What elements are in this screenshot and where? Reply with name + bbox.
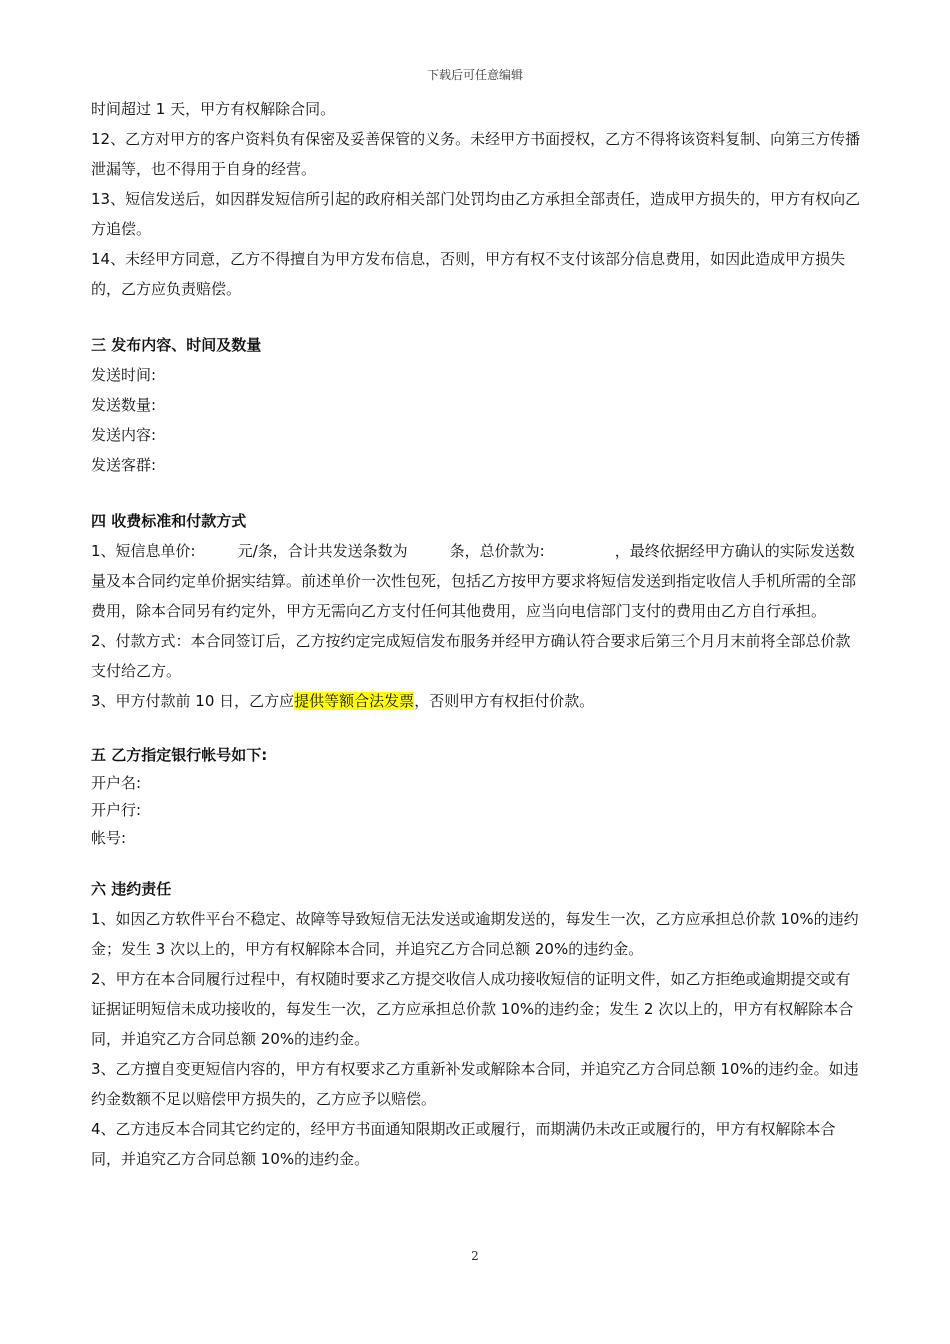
section-heading: 三 发布内容、时间及数量: [91, 336, 262, 354]
paragraph: 2、付款方式：本合同签订后，乙方按约定完成短信发布服务并经甲方确认符合要求后第三个月月末前将全部总价款支付给乙方。: [91, 632, 851, 680]
field-label: 发送数量:: [91, 396, 157, 414]
paragraph: 14、未经甲方同意，乙方不得擅自为甲方发布信息，否则，甲方有权不支付该部分信息费用，如因此造成甲方损失的，乙方应负责赔偿。: [91, 250, 846, 298]
page-number: 2: [471, 1249, 479, 1263]
total-label: 条，总价款为:: [449, 542, 545, 560]
count-label: 元/条，合计共发送条数为: [237, 542, 408, 560]
spacer: [91, 480, 861, 506]
field-label: 发送内容:: [91, 426, 157, 444]
section-heading: 六 违约责任: [91, 880, 172, 898]
paragraph: 13、短信发送后，如因群发短信所引起的政府相关部门处罚均由乙方承担全部责任，造成甲方损失的，甲方有权向乙方追偿。: [91, 190, 861, 238]
paragraph: 4、乙方违反本合同其它约定的，经甲方书面通知限期改正或履行，而期满仍未改正或履行的，甲方有权解除本合同，并追究乙方合同总额 10%的违约金。: [91, 1120, 836, 1168]
spacer: [91, 304, 861, 330]
price-label: 1、短信息单价:: [91, 542, 196, 560]
section-heading: 五 乙方指定银行帐号如下:: [91, 746, 268, 764]
paragraph: 2、甲方在本合同履行过程中，有权随时要求乙方提交收信人成功接收短信的证明文件，如乙方拒绝或逾期提交或有证据证明短信未成功接收的，每发生一次，乙方应承担总价款 10%的违约金；发生 2 次以上的，甲方有权解除本合同，并追究乙方合同总额 20%的违约金。: [91, 970, 854, 1048]
paragraph-text: 3、甲方付款前 10 日，乙方应: [91, 692, 295, 710]
field-label: 开户行:: [91, 801, 142, 819]
paragraph: 12、乙方对甲方的客户资料负有保密及妥善保管的义务。未经甲方书面授权，乙方不得将该资料复制、向第三方传播泄漏等，也不得用于自身的经营。: [91, 130, 861, 178]
section-heading: 四 收费标准和付款方式: [91, 512, 247, 530]
paragraph-text: ，否则甲方有权拒付价款。: [414, 692, 595, 710]
field-label: 开户名:: [91, 773, 142, 792]
paragraph: [91, 536, 861, 626]
page-header: 下载后可任意编辑: [426, 68, 523, 82]
field-label: 发送客群:: [91, 456, 157, 474]
paragraph: [91, 686, 861, 716]
field-label: 发送时间:: [91, 366, 157, 384]
paragraph: 时间超过 1 天，甲方有权解除合同。: [91, 100, 336, 118]
field-label: 帐号:: [91, 828, 127, 847]
spacer: [91, 852, 861, 874]
highlighted-text: 提供等额合法发票: [294, 692, 415, 710]
paragraph-text: ，最终依据经甲方确认的实际发送数量及本合同约定单价据实结算。前述单价一次性包死，包括乙方按甲方要求将短信发送到指定收信人手机所需的全部费用，除本合同另有约定外，甲方无需向乙方支付任何其他费用，应当向电信部门支付的费用由乙方自行承担。: [91, 542, 857, 620]
paragraph: 1、如因乙方软件平台不稳定、故障等导致短信无法发送或逾期发送的，每发生一次，乙方应承担总价款 10%的违约金；发生 3 次以上的，甲方有权解除本合同，并追究乙方合同总额 20%的违约金。: [91, 910, 859, 958]
paragraph: 3、乙方擅自变更短信内容的，甲方有权要求乙方重新补发或解除本合同，并追究乙方合同总额 10%的违约金。如违约金数额不足以赔偿甲方损失的，乙方应予以赔偿。: [91, 1060, 859, 1108]
spacer: [91, 716, 861, 742]
document-body: [91, 94, 861, 1174]
